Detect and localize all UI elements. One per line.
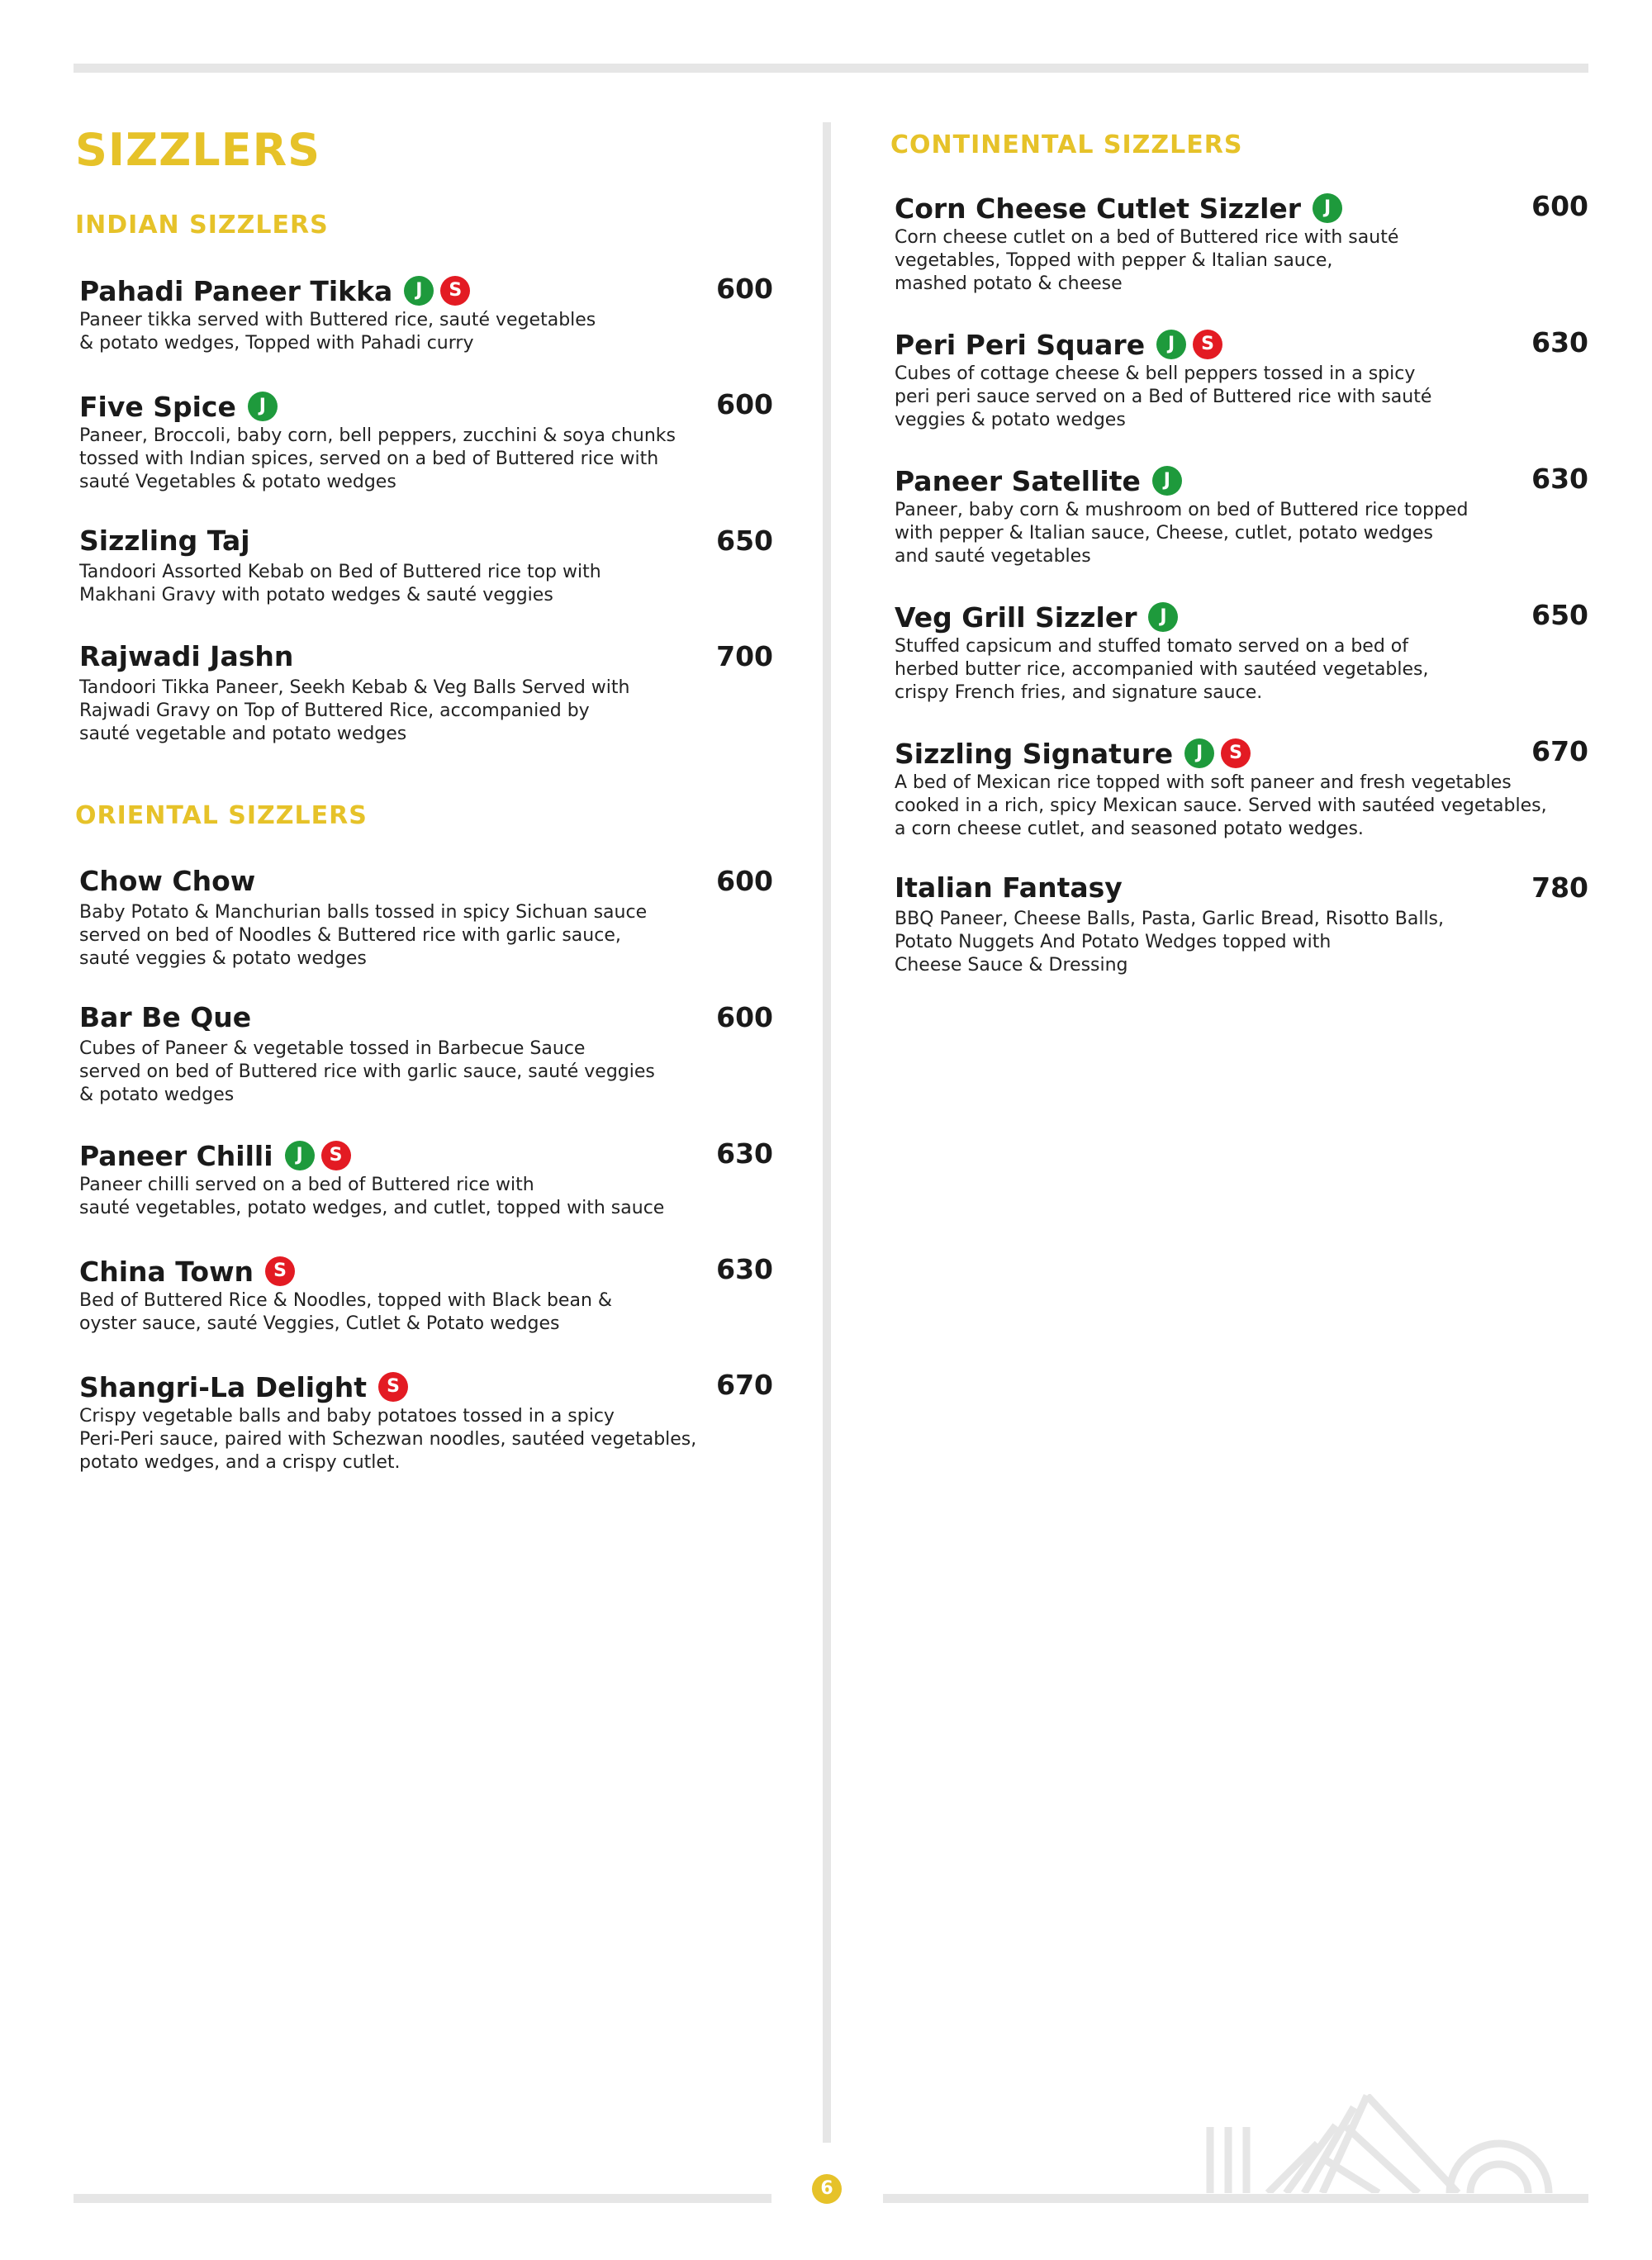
menu-item-name-text: Paneer Satellite <box>895 465 1141 497</box>
menu-item <box>895 461 1588 568</box>
menu-item-header <box>79 863 773 900</box>
menu-item-price: 670 <box>716 1369 773 1401</box>
menu-item-price: 600 <box>1531 190 1588 222</box>
badge-group <box>265 1251 301 1288</box>
menu-item-description: Paneer tikka served with Buttered rice, sauté vegetables & potato wedges, Topped with Pahadi curry <box>79 310 596 354</box>
jain-badge-icon: J <box>1313 193 1342 223</box>
menu-item <box>895 325 1588 432</box>
badge-group <box>1184 734 1257 770</box>
spicy-badge-icon: S <box>265 1256 295 1286</box>
menu-item-description: Paneer chilli served on a bed of Buttered rice with sauté vegetables, potato wedges, and cutlet, topped with sauce <box>79 1175 665 1218</box>
spicy-badge-icon: S <box>440 276 470 306</box>
jain-badge-icon: J <box>404 276 434 306</box>
jain-badge-icon: J <box>285 1141 315 1170</box>
menu-item <box>79 1251 773 1336</box>
jain-badge-icon: J <box>1148 602 1178 632</box>
menu-item-header <box>79 999 773 1036</box>
bottom-rule-right <box>883 2194 1588 2203</box>
menu-item <box>79 387 773 494</box>
badge-group <box>248 387 284 423</box>
badge-group <box>1148 597 1184 634</box>
menu-item <box>79 1367 773 1474</box>
spicy-badge-icon: S <box>378 1372 408 1402</box>
menu-item-price: 600 <box>716 388 773 420</box>
menu-item-description: A bed of Mexican rice topped with soft paneer and fresh vegetables cooked in a rich, spicy Mexican sauce. Served with sautéed vegetables, a corn cheese cutlet, and seasoned potato wedges. <box>895 772 1547 839</box>
menu-item <box>79 523 773 607</box>
menu-item-name <box>895 870 1123 906</box>
menu-item-header <box>79 639 773 675</box>
menu-item-price: 630 <box>716 1137 773 1170</box>
menu-item <box>79 271 773 355</box>
menu-item-description: Tandoori Tikka Paneer, Seekh Kebab & Veg Balls Served with Rajwadi Gravy on Top of Buttered Rice, accompanied by sauté vegetable and potato wedges <box>79 677 630 744</box>
menu-item-name-text: Sizzling Signature <box>895 738 1174 770</box>
menu-item <box>895 870 1588 977</box>
menu-item <box>895 734 1588 841</box>
badge-group <box>404 271 477 307</box>
spicy-badge-icon: S <box>1193 330 1222 359</box>
menu-item-description: Paneer, Broccoli, baby corn, bell peppers, zucchini & soya chunks tossed with Indian spices, served on a bed of Buttered rice with sauté Vegetables & potato wedges <box>79 425 676 492</box>
menu-item-header <box>79 1367 773 1403</box>
section-title-oriental: ORIENTAL SIZZLERS <box>75 801 368 830</box>
menu-item <box>79 863 773 971</box>
decorative-logo-graphic <box>1202 2094 1565 2193</box>
menu-item-name-text: Italian Fantasy <box>895 871 1123 904</box>
menu-item-name-text: China Town <box>79 1256 254 1288</box>
menu-item-header <box>895 188 1588 225</box>
jain-badge-icon: J <box>1184 738 1214 768</box>
menu-item-name <box>895 734 1257 772</box>
menu-item-description: Crispy vegetable balls and baby potatoes tossed in a spicy Peri-Peri sauce, paired with Schezwan noodles, sautéed vegetables, potato wedges, and a crispy cutlet. <box>79 1406 697 1473</box>
menu-item-name-text: Peri Peri Square <box>895 329 1146 361</box>
top-rule <box>74 64 1588 73</box>
menu-item-description: Cubes of Paneer & vegetable tossed in Barbecue Sauce served on bed of Buttered rice with garlic sauce, sauté veggies & potato wedges <box>79 1038 655 1105</box>
column-divider <box>823 122 831 2143</box>
menu-item-description: Stuffed capsicum and stuffed tomato served on a bed of herbed butter rice, accompanied with sautéed vegetables, crispy French fries, and signature sauce. <box>895 636 1429 703</box>
menu-item-price: 630 <box>1531 326 1588 358</box>
menu-item-name-text: Pahadi Paneer Tikka <box>79 275 393 307</box>
menu-item <box>79 1136 773 1220</box>
menu-item-name <box>79 863 255 900</box>
section-title-indian: INDIAN SIZZLERS <box>75 211 329 240</box>
badge-group <box>1313 188 1349 225</box>
menu-item-price: 780 <box>1531 871 1588 904</box>
menu-item-header <box>79 1136 773 1172</box>
jain-badge-icon: J <box>1152 466 1182 496</box>
badge-group <box>378 1367 415 1403</box>
menu-item-description: BBQ Paneer, Cheese Balls, Pasta, Garlic Bread, Risotto Balls, Potato Nuggets And Potato Wedges topped with Cheese Sauce & Dressing <box>895 909 1445 976</box>
menu-item-description: Paneer, baby corn & mushroom on bed of Buttered rice topped with pepper & Italian sauce, Cheese, cutlet, potato wedges and sauté vegetables <box>895 500 1469 567</box>
menu-item-name-text: Bar Be Que <box>79 1001 252 1033</box>
menu-item-name-text: Veg Grill Sizzler <box>895 601 1137 634</box>
menu-item-name-text: Five Spice <box>79 391 236 423</box>
menu-item-name <box>79 1251 301 1290</box>
menu-item-header <box>895 870 1588 906</box>
menu-item-description: Cubes of cottage cheese & bell peppers tossed in a spicy peri peri sauce served on a Bed of Buttered rice with sauté veggies & potato wedges <box>895 363 1432 430</box>
menu-item <box>895 597 1588 705</box>
menu-item-header <box>895 597 1588 634</box>
menu-item-description: Baby Potato & Manchurian balls tossed in spicy Sichuan sauce served on bed of Noodles & Buttered rice with garlic sauce, sauté veggies & potato wedges <box>79 902 648 969</box>
menu-item-header <box>895 325 1588 361</box>
menu-item-description: Corn cheese cutlet on a bed of Buttered rice with sauté vegetables, Topped with pepper & Italian sauce, mashed potato & cheese <box>895 227 1399 294</box>
menu-item-price: 600 <box>716 865 773 897</box>
menu-item-header <box>79 1251 773 1288</box>
menu-item <box>895 188 1588 296</box>
menu-item-name-text: Rajwadi Jashn <box>79 640 294 672</box>
menu-item-name <box>79 999 251 1036</box>
menu-item-price: 670 <box>1531 735 1588 767</box>
menu-item-header <box>79 523 773 559</box>
menu-item-name <box>895 325 1229 363</box>
menu-item-header <box>895 734 1588 770</box>
spicy-badge-icon: S <box>1221 738 1251 768</box>
menu-item-name <box>79 523 250 559</box>
badge-group <box>1156 325 1229 361</box>
spicy-badge-icon: S <box>321 1141 351 1170</box>
badge-group <box>285 1136 358 1172</box>
bottom-rule-left <box>74 2194 771 2203</box>
page-title: SIZZLERS <box>75 124 321 176</box>
menu-item-name <box>79 1136 358 1175</box>
menu-item-name <box>895 461 1189 500</box>
menu-item-name-text: Shangri-La Delight <box>79 1371 367 1403</box>
section-title-continental: CONTINENTAL SIZZLERS <box>890 131 1243 159</box>
menu-item-name-text: Sizzling Taj <box>79 525 250 557</box>
menu-item-description: Tandoori Assorted Kebab on Bed of Buttered rice top with Makhani Gravy with potato wedges & sauté veggies <box>79 562 601 605</box>
menu-item-name <box>79 271 477 310</box>
menu-item-price: 630 <box>716 1253 773 1285</box>
menu-item-name <box>895 188 1349 227</box>
menu-item-price: 600 <box>716 273 773 305</box>
menu-item-description: Bed of Buttered Rice & Noodles, topped with Black bean & oyster sauce, sauté Veggies, Cutlet & Potato wedges <box>79 1290 613 1334</box>
menu-item <box>79 999 773 1107</box>
menu-item-name-text: Chow Chow <box>79 865 256 897</box>
menu-item-header <box>79 271 773 307</box>
menu-item-name-text: Paneer Chilli <box>79 1140 273 1172</box>
menu-item-price: 630 <box>1531 463 1588 495</box>
page-number: 6 <box>812 2174 842 2204</box>
menu-item-name <box>79 639 293 675</box>
menu-item-price: 700 <box>716 640 773 672</box>
jain-badge-icon: J <box>248 392 278 421</box>
menu-item-price: 650 <box>716 525 773 557</box>
menu-item-header <box>79 387 773 423</box>
badge-group <box>1152 461 1189 497</box>
jain-badge-icon: J <box>1156 330 1186 359</box>
menu-item-header <box>895 461 1588 497</box>
menu-item <box>79 639 773 746</box>
menu-item-price: 650 <box>1531 599 1588 631</box>
menu-item-name <box>79 1367 415 1406</box>
menu-item-name <box>895 597 1184 636</box>
menu-item-name-text: Corn Cheese Cutlet Sizzler <box>895 192 1302 225</box>
menu-item-name <box>79 387 284 425</box>
menu-item-price: 600 <box>716 1001 773 1033</box>
